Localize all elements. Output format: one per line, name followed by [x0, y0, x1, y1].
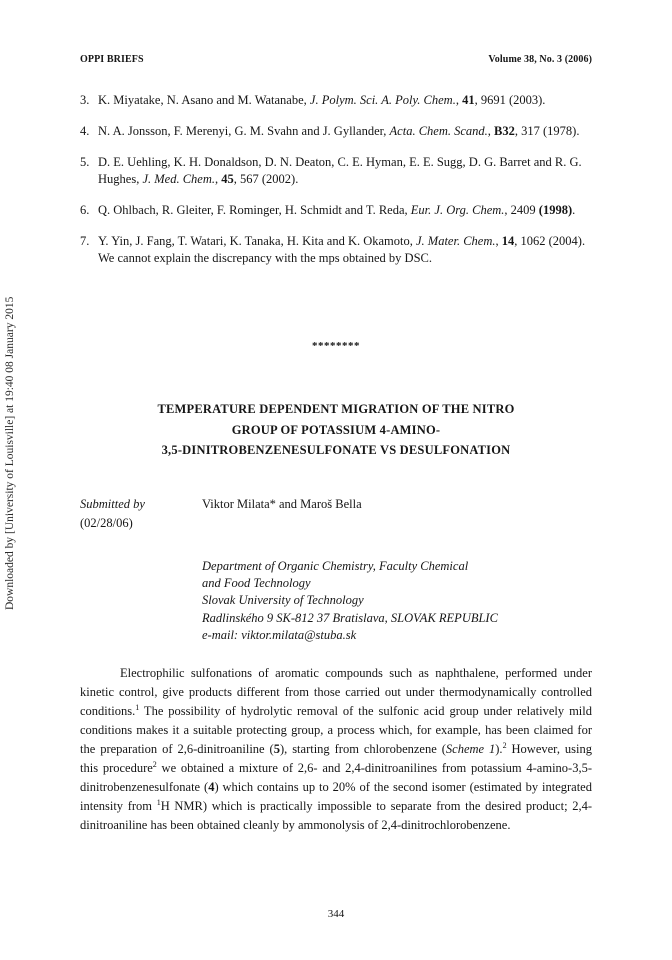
reference-separator: ,: [487, 124, 495, 138]
reference-authors: N. A. Jonsson, F. Merenyi, G. M. Svahn and J. Gyllander,: [98, 124, 390, 138]
reference-volume: 41: [462, 93, 475, 107]
article-title: [80, 399, 592, 461]
reference-journal: J. Polym. Sci. A. Poly. Chem.: [309, 93, 456, 107]
reference-journal: J. Mater. Chem.: [416, 234, 496, 248]
citation-superscript: 1: [135, 702, 140, 712]
affiliation-line: and Food Technology: [202, 576, 311, 591]
text-run: The possibility of hydrolytic removal of the sulfonic acid group under relatively mild conditions makes it a suitable protecting group, a process which, for example, has been claimed for the preparation of 2,6-dinitroaniline (: [80, 704, 592, 756]
reference-item: [80, 123, 600, 140]
body-paragraph: [80, 664, 592, 835]
reference-item: [80, 202, 600, 219]
reference-list: [80, 92, 600, 281]
reference-volume: 45: [221, 172, 234, 186]
citation-superscript: 2: [502, 740, 507, 750]
reference-authors: K. Miyatake, N. Asano and M. Watanabe,: [98, 93, 310, 107]
affiliation-email: e-mail: viktor.milata@stuba.sk: [202, 627, 357, 642]
author-affiliation: [202, 558, 498, 644]
text-run: However, using this procedure: [80, 742, 592, 775]
affiliation-line: Radlinského 9 SK-812 37 Bratislava, SLOVAK REPUBLIC: [202, 610, 498, 625]
reference-separator: ,: [455, 93, 463, 107]
reference-volume: B32: [494, 124, 515, 138]
reference-item: [80, 233, 600, 267]
reference-item: [80, 154, 600, 188]
affiliation-line: Slovak University of Technology: [202, 593, 364, 608]
submitted-date: (02/28/06): [80, 516, 133, 530]
text-run: H NMR) which is practically impossible to separate from the desired product; 2,4-dinitroaniline has been obtained cleanly by ammonolysis of 2,4-dinitrochlorobenzene.: [80, 799, 592, 832]
reference-separator: ,: [504, 203, 511, 217]
reference-number: 6.: [80, 203, 90, 217]
reference-separator: ,: [495, 234, 502, 248]
reference-number: 3.: [80, 93, 90, 107]
reference-tail: .: [572, 203, 576, 217]
text-run: ), starting from chlorobenzene (: [279, 742, 446, 756]
reference-number: 5.: [80, 155, 90, 169]
reference-rest: , 317 (1978).: [514, 124, 580, 138]
reference-volume: 14: [501, 234, 515, 248]
reference-authors: Q. Ohlbach, R. Gleiter, F. Rominger, H. Schmidt and T. Reda,: [98, 203, 411, 217]
article-authors: Viktor Milata* and Maroš Bella: [202, 497, 362, 511]
reference-rest: , 567 (2002).: [233, 172, 299, 186]
download-watermark: Downloaded by [University of Louisville] at 19:40 08 January 2015: [4, 296, 16, 610]
title-line: GROUP OF POTASSIUM 4-AMINO-: [231, 422, 441, 437]
title-line: 3,5-DINITROBENZENESULFONATE VS DESULFONATION: [161, 443, 511, 457]
reference-item: [80, 92, 600, 109]
reference-rest: , 9691 (2003).: [474, 93, 546, 107]
citation-superscript: 2: [152, 759, 157, 769]
compound-number: 5: [273, 742, 280, 756]
isotope-superscript: 1: [156, 797, 161, 807]
reference-number: 4.: [80, 124, 90, 138]
page-number: 344: [327, 908, 345, 920]
running-header-left: OPPI BRIEFS: [80, 54, 144, 65]
text-run: ) which contains up to 20% of the second isomer (estimated by integrated intensity from: [80, 780, 592, 813]
submitted-by-label: Submitted by: [80, 497, 145, 511]
body-text: [80, 664, 592, 835]
reference-volume: 2409: [510, 203, 536, 217]
compound-number: 4: [208, 780, 215, 794]
reference-year: (1998): [538, 203, 573, 217]
text-run: Electrophilic sulfonations of aromatic compounds such as naphthalene, performed under kinetic control, give products different from those carried out under thermodynamically controlled conditions.: [80, 666, 592, 718]
reference-journal: Eur. J. Org. Chem.: [410, 203, 505, 217]
reference-separator: ,: [215, 172, 222, 186]
text-run: ).: [495, 742, 503, 756]
section-separator: ********: [312, 340, 360, 352]
text-run: we obtained a mixture of 2,6- and 2,4-dinitroanilines from potassium 4-amino-3,5-dinitrobenzenesulfonate (: [80, 761, 592, 794]
affiliation-line: Department of Organic Chemistry, Faculty Chemical: [202, 559, 469, 573]
reference-journal: Acta. Chem. Scand.: [389, 124, 488, 138]
running-header-right: Volume 38, No. 3 (2006): [488, 54, 592, 65]
reference-rest: , 1062 (2004). We cannot explain the discrepancy with the mps obtained by DSC.: [98, 234, 586, 265]
scheme-reference: Scheme 1: [445, 742, 496, 756]
reference-journal: J. Med. Chem.: [142, 172, 215, 186]
reference-number: 7.: [80, 234, 90, 248]
title-line: TEMPERATURE DEPENDENT MIGRATION OF THE NITRO: [157, 402, 515, 416]
reference-authors: Y. Yin, J. Fang, T. Watari, K. Tanaka, H. Kita and K. Okamoto,: [98, 234, 416, 248]
reference-authors: D. E. Uehling, K. H. Donaldson, D. N. Deaton, C. E. Hyman, E. E. Sugg, D. G. Barret and R. G. Hughes,: [98, 155, 582, 186]
